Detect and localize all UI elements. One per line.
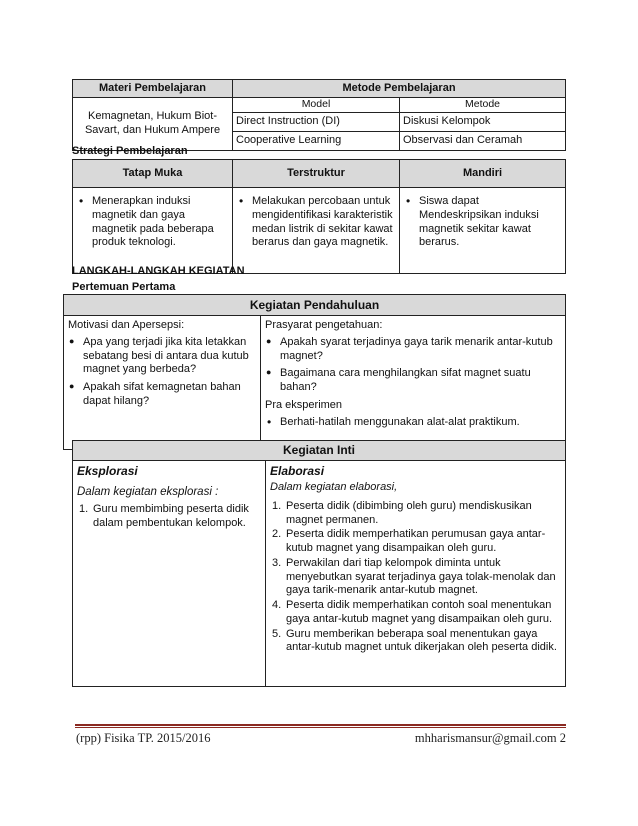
- elaborasi-item: 4. Peserta didik memperhatikan contoh soal menentukan gaya antar-kutub magnet yang disampaikan oleh guru.: [272, 599, 553, 625]
- prasyarat-title: Prasyarat pengetahuan:: [265, 319, 383, 331]
- sub-header-model: Model: [233, 98, 400, 113]
- pra-title: Pra eksperimen: [265, 398, 343, 411]
- footer-left: (rpp) Fisika TP. 2015/2016: [76, 731, 211, 745]
- metode-cell: Observasi dan Ceramah: [400, 131, 566, 150]
- header-materi: Materi Pembelajaran: [73, 80, 233, 98]
- pendahuluan-table: [63, 294, 566, 450]
- elaborasi-item: 2. Peserta didik memperhatikan perumusan gaya antar-kutub magnet yang disampaikan oleh guru.: [272, 528, 546, 554]
- model-cell: Direct Instruction (DI): [233, 113, 400, 132]
- header-mandiri: Mandiri: [400, 160, 566, 188]
- eksplorasi-sub: Dalam kegiatan eksplorasi :: [77, 486, 219, 498]
- strategi-item: • Melakukan percobaan untuk mengidentifikasi karakteristik medan listrik di sekitar kawat berarus dan gaya magnetik.: [237, 195, 395, 250]
- header-tatap-muka: Tatap Muka: [73, 160, 233, 188]
- prasyarat-item: ● Bagaimana cara menghilangkan sifat magnet suatu bahan?: [265, 367, 561, 395]
- eksplorasi-item: 1. Guru membimbing peserta didik dalam pembentukan kelompok.: [79, 503, 249, 530]
- strategi-item: • Menerapkan induksi magnetik dan gaya magnetik pada beberapa produk teknologi.: [77, 195, 228, 250]
- header-metode: Metode Pembelajaran: [233, 80, 566, 98]
- inti-table: [72, 440, 566, 687]
- pra-item: • Berhati-hatilah menggunakan alat-alat praktikum.: [265, 416, 561, 430]
- pertemuan-label: Pertemuan Pertama: [72, 281, 176, 293]
- pendahuluan-header: Kegiatan Pendahuluan: [64, 295, 566, 316]
- strategi-label: Strategi Pembelajaran: [72, 145, 188, 157]
- footer-divider: [75, 724, 566, 726]
- prasyarat-item: ● Apakah syarat terjadinya gaya tarik menarik antar-kutub magnet?: [265, 336, 561, 364]
- materi-metode-table: [72, 79, 566, 151]
- motivasi-item: ● Apa yang terjadi jika kita letakkan sebatang besi di antara dua kutub magnet yang berbeda?: [68, 336, 256, 377]
- strategi-table: [72, 159, 566, 274]
- motivasi-title: Motivasi dan Apersepsi:: [68, 319, 185, 331]
- elaborasi-title: Elaborasi: [270, 464, 325, 478]
- materi-text: Kemagnetan, Hukum Biot-Savart, dan Hukum Ampere: [73, 98, 233, 151]
- strategi-item: • Siswa dapat Mendeskripsikan induksi magnetik sekitar kawat berarus.: [404, 195, 561, 250]
- langkah-title: LANGKAH-LANGKAH KEGIATAN: [72, 265, 245, 277]
- elaborasi-item: 3. Perwakilan dari tiap kelompok diminta untuk menyebutkan syarat terjadinya gaya tolak-menolak dan gaya tarik-menarik antar-kutub magnet.: [272, 556, 556, 597]
- header-terstruktur: Terstruktur: [233, 160, 400, 188]
- motivasi-item: ● Apakah sifat kemagnetan bahan dapat hilang?: [68, 381, 256, 409]
- footer-right: mhharismansur@gmail.com 2: [414, 731, 566, 745]
- metode-cell: Diskusi Kelompok: [400, 113, 566, 132]
- sub-header-metode: Metode: [400, 98, 566, 113]
- model-cell: Cooperative Learning: [233, 131, 400, 150]
- footer-divider: [75, 727, 566, 728]
- elaborasi-item: 5. Guru memberikan beberapa soal menentukan gaya antar-kutub magnet untuk dikerjakan oleh peserta didik.: [272, 627, 557, 654]
- eksplorasi-title: Eksplorasi: [77, 464, 138, 478]
- elaborasi-item: 1. Peserta didik (dibimbing oleh guru) mendiskusikan magnet permanen.: [272, 499, 532, 526]
- inti-header: Kegiatan Inti: [73, 441, 566, 461]
- elaborasi-sub: Dalam kegiatan elaborasi,: [270, 481, 398, 493]
